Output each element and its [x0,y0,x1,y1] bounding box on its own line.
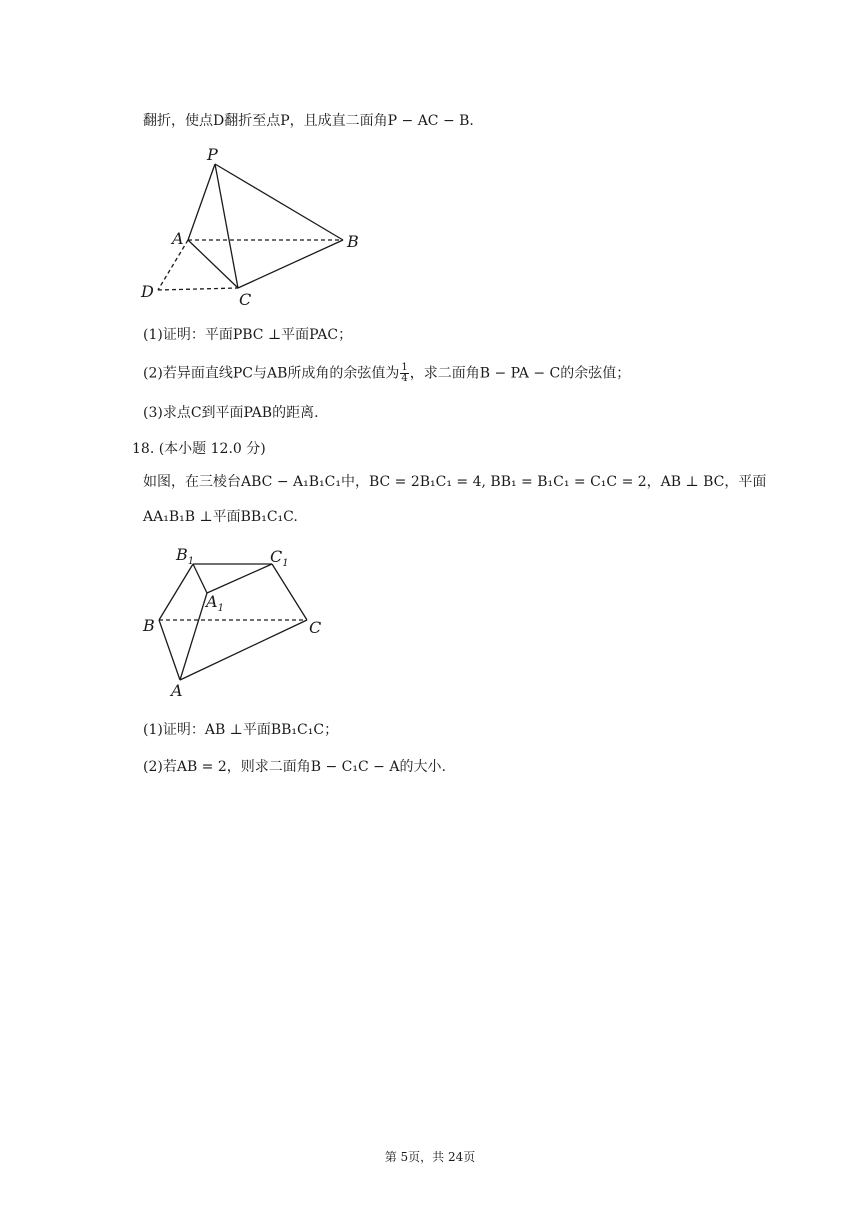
edge-b1a1 [193,564,207,593]
label-a1: $A_1$ [206,592,224,614]
label-a: A [172,229,184,248]
edge-ab [159,620,180,680]
q17-part2 [143,363,630,384]
label-b: B [347,232,359,251]
q17-intro: 翻折，使点D翻折至点P，且成直二面角P − AC − B. [143,113,474,129]
edge-bc [238,240,343,288]
page-footer: 第 5页，共 24页 [384,1150,476,1164]
fraction-denominator: 4 [401,373,408,384]
label-b1: $B_1$ [176,545,195,567]
label-a: A [171,681,183,700]
edge-cc1 [272,564,307,620]
edge-pb [215,164,343,240]
edge-ac [180,620,307,680]
q17-part3: (3)求点C到平面PAB的距离. [143,405,319,421]
q18-part2: (2)若AB = 2，则求二面角B − C₁C − A的大小. [143,759,446,775]
edge-aa1 [180,593,207,680]
q18-stem-line1: 如图，在三棱台ABC − A₁B₁C₁中，BC = 2B₁C₁ = 4, BB₁ = B₁C₁ = C₁C = 2，AB ⊥ BC，平面 [143,474,767,490]
edge-bb1 [159,564,193,620]
edge-dc-dashed [158,288,238,290]
label-c1: $C_1$ [270,547,289,569]
label-c: C [309,618,322,637]
fraction-one-quarter [400,363,408,384]
q17-figure-pyramid [130,140,370,310]
q17-part1: (1)证明：平面PBC ⊥平面PAC； [143,327,353,343]
edge-pa [188,164,215,240]
q17-part2-pre: (2)若异面直线PC与AB所成角的余弦值为 [143,365,400,382]
q17-part2-post: ，求二面角B − PA − C的余弦值； [409,365,631,382]
fraction-numerator: 1 [401,362,408,373]
q18-figure-frustum [130,540,340,700]
label-b: B [143,616,155,635]
q18-part1: (1)证明：AB ⊥平面BB₁C₁C； [143,722,339,738]
edge-a1c1 [207,564,272,593]
label-c: C [239,290,252,309]
label-p: P [207,145,218,164]
q18-header: 18. (本小题 12.0 分) [132,441,266,457]
q18-stem-line2: AA₁B₁B ⊥平面BB₁C₁C. [143,509,298,525]
label-d: D [141,282,154,301]
